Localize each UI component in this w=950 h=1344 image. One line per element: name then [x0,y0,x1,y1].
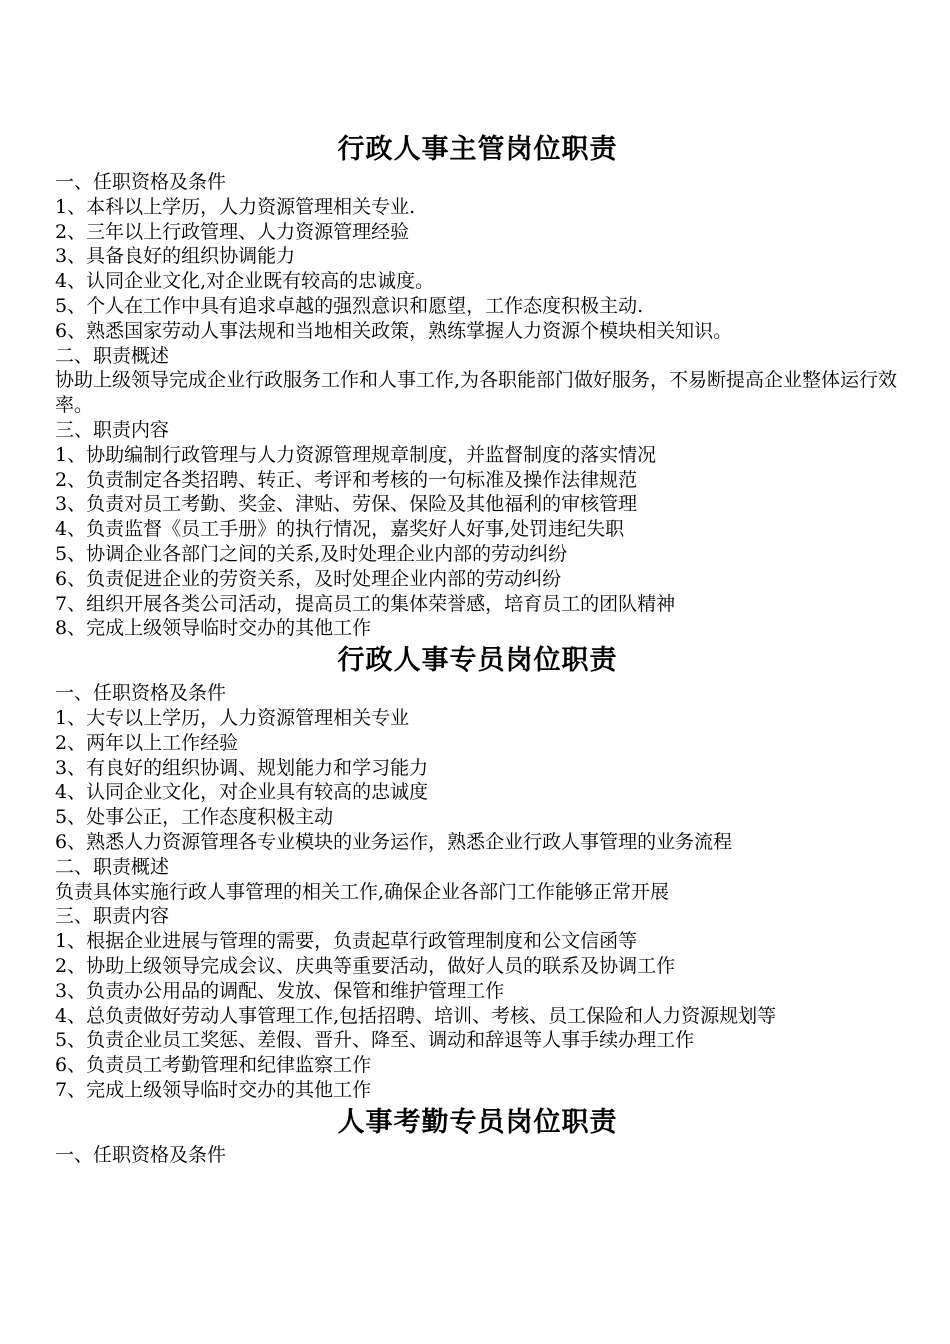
section-title-admin-hr-supervisor: 行政人事主管岗位职责 [337,134,618,165]
heading-duties: 三、职责内容 [55,418,170,441]
list-item: 1、根据企业进展与管理的需要，负责起草行政管理制度和公文信函等 [55,930,638,953]
list-item: 5、负责企业员工奖惩、差假、晋升、降至、调动和辞退等人事手续办理工作 [55,1029,695,1052]
list-item-long: 4、总负责做好劳动人事管理工作,包括招聘、培训、考核、员工保险和人力资源规划等 [55,1004,777,1027]
list-item: 5、协调企业各部门之间的关系,及时处理企业内部的劳动纠纷 [55,542,568,565]
list-item: 4、认同企业文化，对企业具有较高的忠诚度 [55,781,429,804]
list-item: 6、熟悉国家劳动人事法规和当地相关政策，熟练掌握人力资源个模块相关知识。 [55,319,733,342]
list-item: 2、负责制定各类招聘、转正、考评和考核的一句标准及操作法律规范 [55,468,638,491]
heading-qualifications: 一、任职资格及条件 [55,171,227,193]
list-item: 6、熟悉人力资源管理各专业模块的业务运作，熟悉企业行政人事管理的业务流程 [55,830,733,853]
heading-duties: 三、职责内容 [55,905,170,928]
list-item: 7、完成上级领导临时交办的其他工作 [55,1078,372,1101]
list-item: 3、负责对员工考勤、奖金、津贴、劳保、保险及其他福利的审核管理 [55,493,638,516]
list-item: 1、协助编制行政管理与人力资源管理规章制度，并监督制度的落实情况 [55,443,657,466]
list-item: 3、具备良好的组织协调能力 [55,245,296,268]
section-2-body [55,681,900,1103]
overview-paragraph: 负责具体实施行政人事管理的相关工作,确保企业各部门工作能够正常开展 [55,880,670,903]
list-item: 5、个人在工作中具有追求卓越的强烈意识和愿望，工作态度积极主动. [55,294,644,317]
heading-overview: 二、职责概述 [55,344,170,367]
section-title-admin-hr-specialist: 行政人事专员岗位职责 [337,645,618,677]
document-page [55,130,900,1167]
list-item: 4、负责监督《员工手册》的执行情况，嘉奖好人好事,处罚违纪失职 [55,518,625,541]
list-item: 2、两年以上工作经验 [55,731,239,754]
list-item: 6、负责员工考勤管理和纪律监察工作 [55,1054,372,1077]
list-item: 6、负责促进企业的劳资关系，及时处理企业内部的劳动纠纷 [55,567,562,590]
heading-overview: 二、职责概述 [55,855,170,878]
list-item: 4、认同企业文化,对企业既有较高的忠诚度。 [55,270,435,293]
section-3-body [55,1143,900,1168]
list-item: 3、负责办公用品的调配、发放、保管和维护管理工作 [55,979,505,1002]
section-1-body [55,170,900,641]
heading-qualifications: 一、任职资格及条件 [55,1143,227,1166]
list-item: 1、大专以上学历，人力资源管理相关专业 [55,706,410,729]
list-item: 2、三年以上行政管理、人力资源管理经验 [55,220,410,243]
list-item: 8、完成上级领导临时交办的其他工作 [55,617,372,640]
list-item: 5、处事公正，工作态度积极主动 [55,806,334,829]
heading-qualifications: 一、任职资格及条件 [55,682,227,705]
list-item: 1、本科以上学历，人力资源管理相关专业. [55,195,416,218]
section-title-attendance-specialist: 人事考勤专员岗位职责 [337,1106,618,1138]
list-item: 2、协助上级领导完成会议、庆典等重要活动，做好人员的联系及协调工作 [55,954,676,977]
list-item: 3、有良好的组织协调、规划能力和学习能力 [55,756,429,779]
list-item: 7、组织开展各类公司活动，提高员工的集体荣誉感，培育员工的团队精神 [55,592,676,615]
overview-paragraph: 协助上级领导完成企业行政服务工作和人事工作,为各职能部门做好服务，不易断提高企业整体运行效率。 [55,369,898,417]
